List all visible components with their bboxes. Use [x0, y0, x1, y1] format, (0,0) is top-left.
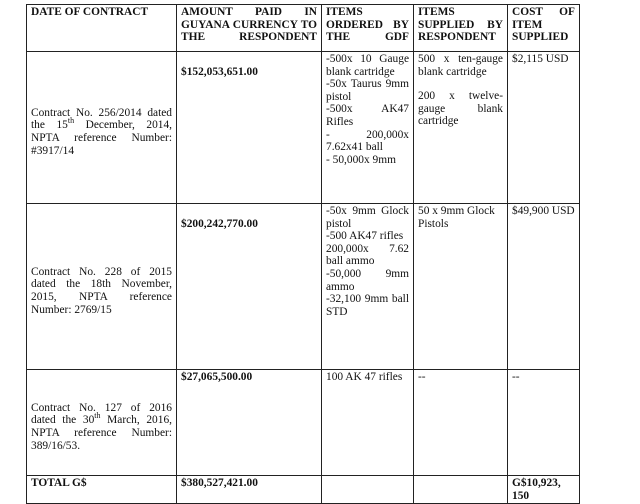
supplied-item: 200 x twelve-gauge blank cartridge [418, 90, 503, 128]
ordered-item: -50,000 9mm ammo [326, 267, 409, 293]
ordered-item: 200,000x 7.62 ball ammo [326, 242, 409, 268]
ordered-item: -500 AK47 rifles [326, 230, 404, 243]
items-ordered-cell [322, 52, 414, 204]
items-ordered-cell [322, 204, 414, 370]
amount-paid-cell: $200,242,770.00 [177, 204, 322, 370]
spacer [418, 78, 503, 90]
ordered-item: 100 AK 47 rifles [326, 371, 403, 383]
header-date-of-contract: DATE OF CONTRACT [27, 5, 177, 52]
ordered-item: -50x Taurus 9mm pistol [326, 78, 409, 103]
contract-date-text: Contract No. 256/2014 dated the 15 [31, 106, 172, 132]
items-ordered-cell [322, 370, 414, 476]
total-label: TOTAL G$ [27, 476, 177, 504]
contract-date-cell [27, 370, 177, 476]
total-row [27, 476, 580, 504]
header-items-ordered: ITEMS ORDERED BY THE GDF [322, 5, 414, 52]
supplied-item: 500 x ten-gauge blank cartridge [418, 53, 503, 78]
cost-cell: $2,115 USD [508, 52, 580, 204]
supplied-item: -- [418, 371, 426, 383]
contract-date-cell [27, 52, 177, 204]
table-row [27, 52, 580, 204]
contract-date-text: Contract No. 127 of 2016 dated the 30 [31, 401, 172, 427]
table-row [27, 204, 580, 370]
date-ordinal: th [67, 116, 75, 126]
contracts-document [26, 4, 580, 504]
supplied-item: 50 x 9mm Glock Pistols [418, 205, 495, 230]
amount-paid-cell: $27,065,500.00 [177, 370, 322, 476]
total-empty-cell [322, 476, 414, 504]
total-empty-cell [414, 476, 508, 504]
header-items-supplied: ITEMS SUPPLIED BY RESPONDENT [414, 5, 508, 52]
ordered-item: - 50,000x 9mm [326, 153, 396, 166]
table-header-row [27, 5, 580, 52]
ordered-item: - 200,000x 7.62x41 ball [326, 128, 409, 154]
cost-cell: -- [508, 370, 580, 476]
date-ordinal: th [94, 411, 101, 421]
ordered-item: -32,100 9mm ball STD [326, 293, 409, 318]
amount-paid-cell: $152,053,651.00 [177, 52, 322, 204]
items-supplied-cell [414, 204, 508, 370]
ordered-item: -500x 10 Gauge blank cartridge [326, 53, 409, 78]
ordered-item: -500x AK47 Rifles [326, 103, 409, 128]
contract-date-text-rest: March, 2016, NPTA reference Number: 389/16/53. [31, 414, 172, 452]
table-row [27, 370, 580, 476]
contract-date-text-rest: December, 2014, NPTA reference Number: #3917/14 [31, 119, 173, 157]
contract-date-cell: Contract No. 228 of 2015 dated the 18th November, 2015, NPTA reference Number: 2769/15 [27, 204, 177, 370]
total-cost: G$10,923, 150 [508, 476, 580, 504]
total-amount: $380,527,421.00 [177, 476, 322, 504]
ordered-item: -50x 9mm Glock pistol [326, 205, 409, 230]
header-amount-paid: AMOUNT PAID IN GUYANA CURRENCY TO THE RESPONDENT [177, 5, 322, 52]
header-cost-of-item: COST OF ITEM SUPPLIED [508, 5, 580, 52]
items-supplied-cell [414, 52, 508, 204]
items-supplied-cell [414, 370, 508, 476]
contracts-table [26, 4, 580, 504]
cost-cell: $49,900 USD [508, 204, 580, 370]
